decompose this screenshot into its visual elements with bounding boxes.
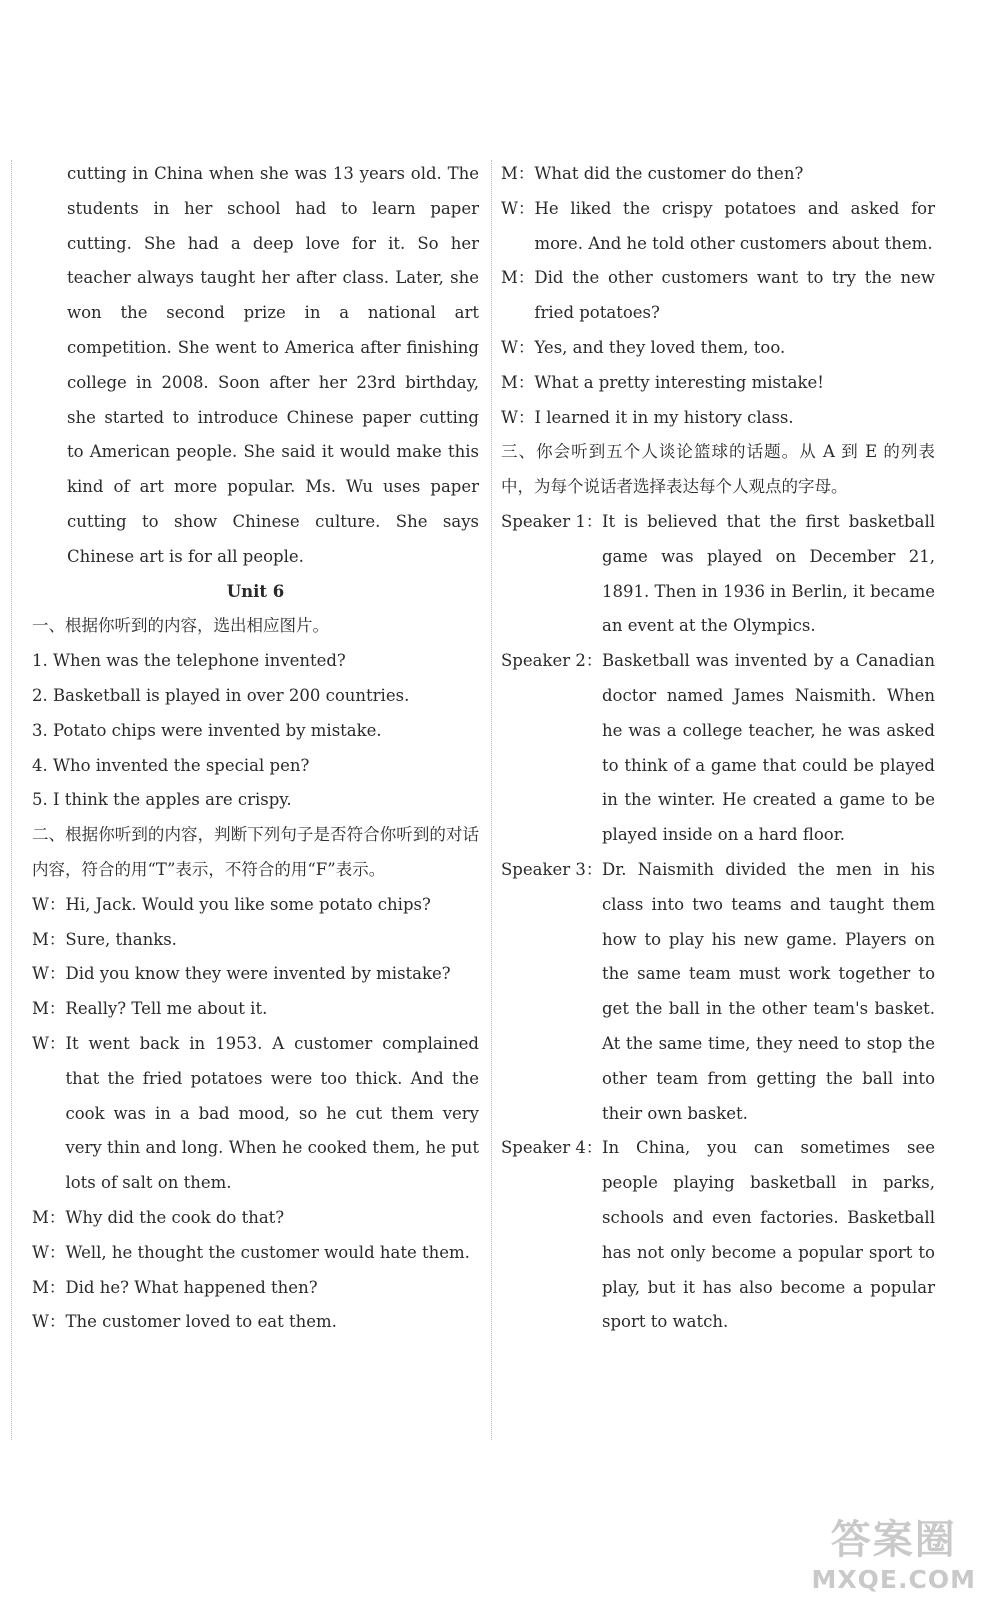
speaker-block xyxy=(501,1131,935,1340)
speaker-block xyxy=(501,505,935,644)
watermark-title: 答案圈 xyxy=(830,1517,957,1563)
list-item: 2. Basketball is played in over 200 countries. xyxy=(32,685,410,705)
speaker-text: In China, you can sometimes see people playing basketball in parks, schools and even factories. Basketball has not only become a popular sport to play, but it has also become a popular sport to watch. xyxy=(602,1138,935,1332)
unit-title: Unit 6 xyxy=(226,581,285,601)
speaker-label: M： xyxy=(32,929,66,949)
dialogue-text: Did he? What happened then? xyxy=(65,1277,318,1297)
dialogue-line xyxy=(501,261,935,331)
section3-heading: 三、你会听到五个人谈论篮球的话题。从 A 到 E 的列表中，为每个说话者选择表达每个人观点的字母。 xyxy=(501,442,935,497)
dialogue-text: The customer loved to eat them. xyxy=(65,1312,337,1332)
dialogue-line xyxy=(501,331,935,366)
speaker-label: W： xyxy=(32,964,66,984)
dialogue-line xyxy=(32,992,479,1027)
speaker-label: M： xyxy=(501,164,535,183)
passage-paragraph: cutting in China when she was 13 years old. The students in her school had to learn paper cutting. She had a deep love for it. So her teacher always taught her after class. Later, she won the second prize in a national art competition. She went to America after finishing college in 2008. Soon after her 23rd birthday, she started to introduce Chinese paper cutting to American people. She said it would make this kind of art more popular. Ms. Wu uses paper cutting to show Chinese culture. She says Chinese art is for all people. xyxy=(67,164,479,566)
dialogue-line xyxy=(32,957,479,992)
speaker-label: W： xyxy=(501,198,535,218)
dialogue-text: I learned it in my history class. xyxy=(534,407,794,427)
dialogue-text: Well, he thought the customer would hate them. xyxy=(65,1242,470,1262)
dialogue-text: Why did the cook do that? xyxy=(65,1207,285,1227)
speaker-label: M： xyxy=(32,1207,66,1227)
speaker-label: W： xyxy=(501,407,535,427)
dialogue-text: Did you know they were invented by mistake? xyxy=(65,964,451,984)
speaker-label: W： xyxy=(32,894,66,914)
dialogue-line xyxy=(501,366,935,401)
dialogue-text: Did the other customers want to try the new fried potatoes? xyxy=(534,268,935,323)
right-column xyxy=(501,157,935,1340)
dialogue-line xyxy=(32,1236,479,1271)
dialogue-line xyxy=(32,1201,479,1236)
speaker-text: Basketball was invented by a Canadian doctor named James Naismith. When he was a college teacher, he was asked to think of a game that could be played in the winter. He created a game to be played inside on a hard floor. xyxy=(602,651,935,845)
speaker-label: W： xyxy=(32,1033,66,1053)
dialogue-text: Sure, thanks. xyxy=(65,929,177,949)
dialogue-text: It went back in 1953. A customer complained that the fried potatoes were too thick. And the cook was in a bad mood, so he cut them very very thin and long. When he cooked them, he put lots of salt on them. xyxy=(65,1033,479,1193)
speaker-label: M： xyxy=(501,372,535,392)
list-item: 3. Potato chips were invented by mistake. xyxy=(32,720,382,740)
speaker-label: M： xyxy=(32,999,66,1019)
dialogue-text: He liked the crispy potatoes and asked for more. And he told other customers about them. xyxy=(534,198,935,253)
speaker-label: Speaker 1： xyxy=(501,511,603,531)
watermark-logo xyxy=(812,1508,976,1594)
watermark-domain: MXQE.COM xyxy=(811,1565,976,1594)
speaker-label: M： xyxy=(501,268,535,288)
speaker-label: Speaker 4： xyxy=(501,1138,603,1158)
column-divider xyxy=(491,160,492,1440)
dialogue-line xyxy=(32,1027,479,1201)
speaker-text: Dr. Naismith divided the men in his class into two teams and taught them how to play his new game. Players on the same team must work together to get the ball in the other team's basket. At the same time, they need to stop the other team from getting the ball into their own basket. xyxy=(602,859,935,1123)
speaker-label: Speaker 2： xyxy=(501,651,603,671)
dialogue-line xyxy=(501,192,935,262)
speaker-label: W： xyxy=(32,1242,66,1262)
speaker-label: W： xyxy=(32,1312,66,1332)
dialogue-text: Really? Tell me about it. xyxy=(65,999,268,1019)
dialogue-line xyxy=(32,923,479,958)
dialogue-line xyxy=(32,888,479,923)
dialogue-line xyxy=(501,157,935,192)
speaker-label: M： xyxy=(32,1277,66,1297)
speaker-block xyxy=(501,853,935,1131)
dialogue-text: What did the customer do then? xyxy=(534,164,804,183)
list-item: 1. When was the telephone invented? xyxy=(32,651,346,671)
dialogue-text: Hi, Jack. Would you like some potato chips? xyxy=(65,894,431,914)
list-item: 4. Who invented the special pen? xyxy=(32,755,310,775)
speaker-text: It is believed that the first basketball game was played on December 21, 1891. Then in 1936 in Berlin, it became an event at the Olympics. xyxy=(602,511,935,636)
speaker-block xyxy=(501,644,935,853)
left-column xyxy=(32,157,479,1340)
left-page-edge xyxy=(11,160,12,1440)
dialogue-line xyxy=(32,1271,479,1306)
dialogue-text: Yes, and they loved them, too. xyxy=(534,337,786,357)
speaker-label: Speaker 3： xyxy=(501,859,603,879)
dialogue-line xyxy=(501,401,935,436)
list-item: 5. I think the apples are crispy. xyxy=(32,790,292,810)
section2-heading: 二、根据你听到的内容，判断下列句子是否符合你听到的对话内容，符合的用“T”表示，不符合的用“F”表示。 xyxy=(32,825,479,879)
section1-heading: 一、根据你听到的内容，选出相应图片。 xyxy=(32,616,329,636)
dialogue-text: What a pretty interesting mistake! xyxy=(534,372,824,392)
dialogue-line xyxy=(32,1305,479,1340)
speaker-label: W： xyxy=(501,337,535,357)
